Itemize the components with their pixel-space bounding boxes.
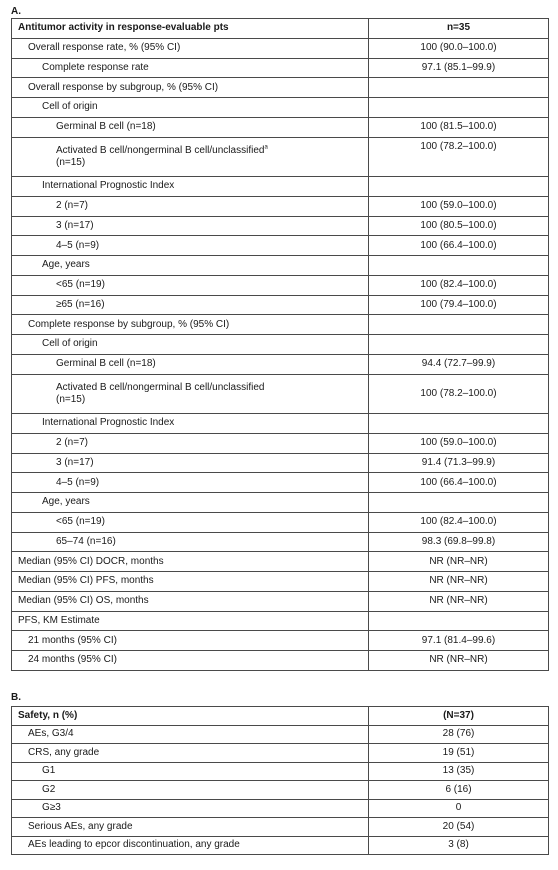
table-row: [12, 216, 549, 236]
row-label-cell: [12, 799, 369, 818]
row-value: 100 (66.4–100.0): [369, 473, 549, 493]
table-row: [12, 473, 549, 493]
row-value: [369, 335, 549, 355]
row-label-cell: [12, 58, 369, 78]
row-label-cell: [12, 781, 369, 800]
row-label: Cell of origin: [42, 101, 98, 113]
row-label-cell: [12, 493, 369, 513]
table-row: [12, 433, 549, 453]
row-label-cell: [12, 196, 369, 216]
table-row: [12, 725, 549, 744]
row-label: International Prognostic Index: [42, 180, 175, 192]
row-label: AEs leading to epcor discontinuation, any grade: [28, 839, 240, 851]
row-value: 100 (81.5–100.0): [369, 117, 549, 137]
row-label-cell: [12, 295, 369, 315]
row-label-cell: [12, 836, 369, 855]
row-value: 94.4 (72.7–99.9): [369, 354, 549, 374]
row-value: 100 (82.4–100.0): [369, 512, 549, 532]
row-label-cell: [12, 611, 369, 631]
row-label-cell: [12, 414, 369, 434]
table-row: [12, 275, 549, 295]
row-label: 65–74 (n=16): [56, 535, 116, 547]
row-value: 100 (59.0–100.0): [369, 433, 549, 453]
row-label: Age, years: [42, 259, 90, 271]
row-label: Complete response by subgroup, % (95% CI): [28, 318, 230, 330]
row-label: 24 months (95% CI): [28, 654, 117, 666]
row-label: International Prognostic Index: [42, 417, 175, 429]
row-value: [369, 256, 549, 276]
row-label: Age, years: [42, 496, 90, 508]
table-row: [12, 236, 549, 256]
row-label-cell: [12, 78, 369, 98]
row-label: 21 months (95% CI): [28, 634, 117, 646]
row-value: [369, 177, 549, 197]
row-label: Median (95% CI) OS, months: [18, 595, 149, 607]
safety-table-body: [12, 707, 549, 855]
row-label: <65 (n=19): [56, 516, 105, 528]
row-label-cell: [12, 631, 369, 651]
row-label-cell: [12, 453, 369, 473]
row-label-cell: [12, 354, 369, 374]
table-row: [12, 374, 549, 414]
row-label-cell: [12, 552, 369, 572]
table-row: [12, 762, 549, 781]
table-row: [12, 591, 549, 611]
row-label: Overall response by subgroup, % (95% CI): [28, 81, 219, 93]
table-row: [12, 78, 549, 98]
table-row: [12, 256, 549, 276]
row-value: 19 (51): [369, 744, 549, 763]
row-label: 3 (n=17): [56, 219, 94, 231]
table-row: [12, 196, 549, 216]
table-header-row: [12, 707, 549, 726]
row-label: Median (95% CI) DOCR, months: [18, 555, 164, 567]
row-value: 100 (59.0–100.0): [369, 196, 549, 216]
row-value: [369, 98, 549, 118]
antitumor-activity-table: [11, 18, 549, 671]
table-row: [12, 611, 549, 631]
row-label: Overall response rate, % (95% CI): [28, 42, 181, 54]
table-row: [12, 651, 549, 671]
row-value: 20 (54): [369, 818, 549, 837]
row-value: 100 (78.2–100.0): [369, 137, 549, 177]
row-label-cell: [12, 818, 369, 837]
table-row: [12, 315, 549, 335]
row-value: NR (NR–NR): [369, 591, 549, 611]
row-value: NR (NR–NR): [369, 552, 549, 572]
row-value: 13 (35): [369, 762, 549, 781]
row-label: G2: [42, 783, 56, 795]
table-row: [12, 117, 549, 137]
row-label: 2 (n=7): [56, 437, 88, 449]
row-label: 4–5 (n=9): [56, 476, 100, 488]
row-label-cell: [12, 374, 369, 414]
row-value: 100 (78.2–100.0): [369, 374, 549, 414]
row-label-cell: [12, 651, 369, 671]
row-label-cell: [12, 315, 369, 335]
row-value: 100 (79.4–100.0): [369, 295, 549, 315]
row-label: G≥3: [42, 802, 61, 814]
table-row: [12, 38, 549, 58]
row-label: Germinal B cell (n=18): [56, 358, 156, 370]
table-row: [12, 335, 549, 355]
row-label: 2 (n=7): [56, 200, 88, 212]
row-label-cell: [12, 512, 369, 532]
row-label: <65 (n=19): [56, 279, 105, 291]
row-value: 100 (80.5–100.0): [369, 216, 549, 236]
table-row: [12, 552, 549, 572]
row-value: 97.1 (85.1–99.9): [369, 58, 549, 78]
row-value: NR (NR–NR): [369, 651, 549, 671]
row-label: CRS, any grade: [28, 746, 100, 758]
safety-table: [11, 706, 549, 855]
row-label: 4–5 (n=9): [56, 239, 100, 251]
row-label: Median (95% CI) PFS, months: [18, 575, 154, 587]
table-row: [12, 295, 549, 315]
table-row: [12, 532, 549, 552]
section-b-label: B.: [11, 692, 21, 703]
row-label-cell: [12, 433, 369, 453]
row-label: ≥65 (n=16): [56, 298, 105, 310]
row-label-continuation: (n=15): [56, 393, 86, 405]
row-label-cell: [12, 725, 369, 744]
row-value: NR (NR–NR): [369, 572, 549, 592]
row-label-cell: [12, 762, 369, 781]
table-row: [12, 836, 549, 855]
row-label-cell: [12, 335, 369, 355]
row-value: 91.4 (71.3–99.9): [369, 453, 549, 473]
table-row: [12, 744, 549, 763]
table-header-row: [12, 19, 549, 39]
row-value: 97.1 (81.4–99.6): [369, 631, 549, 651]
row-label-cell: [12, 216, 369, 236]
table-row: [12, 799, 549, 818]
table-row: [12, 781, 549, 800]
row-label: Complete response rate: [42, 61, 149, 73]
row-label: AEs, G3/4: [28, 728, 74, 740]
row-label: Serious AEs, any grade: [28, 820, 133, 832]
row-value: [369, 611, 549, 631]
row-label-cell: [12, 572, 369, 592]
row-label-cell: [12, 177, 369, 197]
row-label: Germinal B cell (n=18): [56, 121, 156, 133]
table-row: [12, 512, 549, 532]
row-label: Activated B cell/nongerminal B cell/unclassified: [56, 144, 265, 156]
table-row: [12, 631, 549, 651]
row-value: [369, 78, 549, 98]
row-value: [369, 315, 549, 335]
row-label: PFS, KM Estimate: [18, 614, 100, 626]
row-value: [369, 414, 549, 434]
row-label: Activated B cell/nongerminal B cell/unclassified: [56, 381, 265, 393]
row-label-cell: [12, 256, 369, 276]
row-value: 100 (66.4–100.0): [369, 236, 549, 256]
table-row: [12, 453, 549, 473]
section-a-label: A.: [11, 6, 21, 17]
row-label: 3 (n=17): [56, 456, 94, 468]
row-label-cell: [12, 117, 369, 137]
row-label-cell: [12, 532, 369, 552]
row-value: 6 (16): [369, 781, 549, 800]
row-value: 98.3 (69.8–99.8): [369, 532, 549, 552]
row-label-cell: [12, 137, 369, 177]
row-label-cell: [12, 744, 369, 763]
row-label: Cell of origin: [42, 338, 98, 350]
table-row: [12, 572, 549, 592]
row-label-cell: [12, 38, 369, 58]
antitumor-activity-table-body: [12, 19, 549, 671]
header-cell-value: (N=37): [369, 707, 549, 726]
header-cell-value: n=35: [369, 19, 549, 39]
table-row: [12, 414, 549, 434]
row-value: 3 (8): [369, 836, 549, 855]
table-row: [12, 58, 549, 78]
table-row: [12, 493, 549, 513]
table-row: [12, 137, 549, 177]
row-value: 100 (90.0–100.0): [369, 38, 549, 58]
row-label-cell: [12, 98, 369, 118]
header-cell-label: Safety, n (%): [12, 707, 369, 726]
row-label-cell: [12, 591, 369, 611]
row-label: G1: [42, 765, 56, 777]
row-value: 100 (82.4–100.0): [369, 275, 549, 295]
table-row: [12, 98, 549, 118]
row-label-cell: [12, 275, 369, 295]
table-row: [12, 177, 549, 197]
header-cell-label: Antitumor activity in response-evaluable pts: [12, 19, 369, 39]
row-value: 28 (76): [369, 725, 549, 744]
table-row: [12, 354, 549, 374]
row-label-cell: [12, 473, 369, 493]
table-row: [12, 818, 549, 837]
footnote-marker: a: [264, 144, 268, 151]
row-value: [369, 493, 549, 513]
row-label-cell: [12, 236, 369, 256]
row-label-continuation: (n=15): [56, 156, 86, 168]
row-value: 0: [369, 799, 549, 818]
